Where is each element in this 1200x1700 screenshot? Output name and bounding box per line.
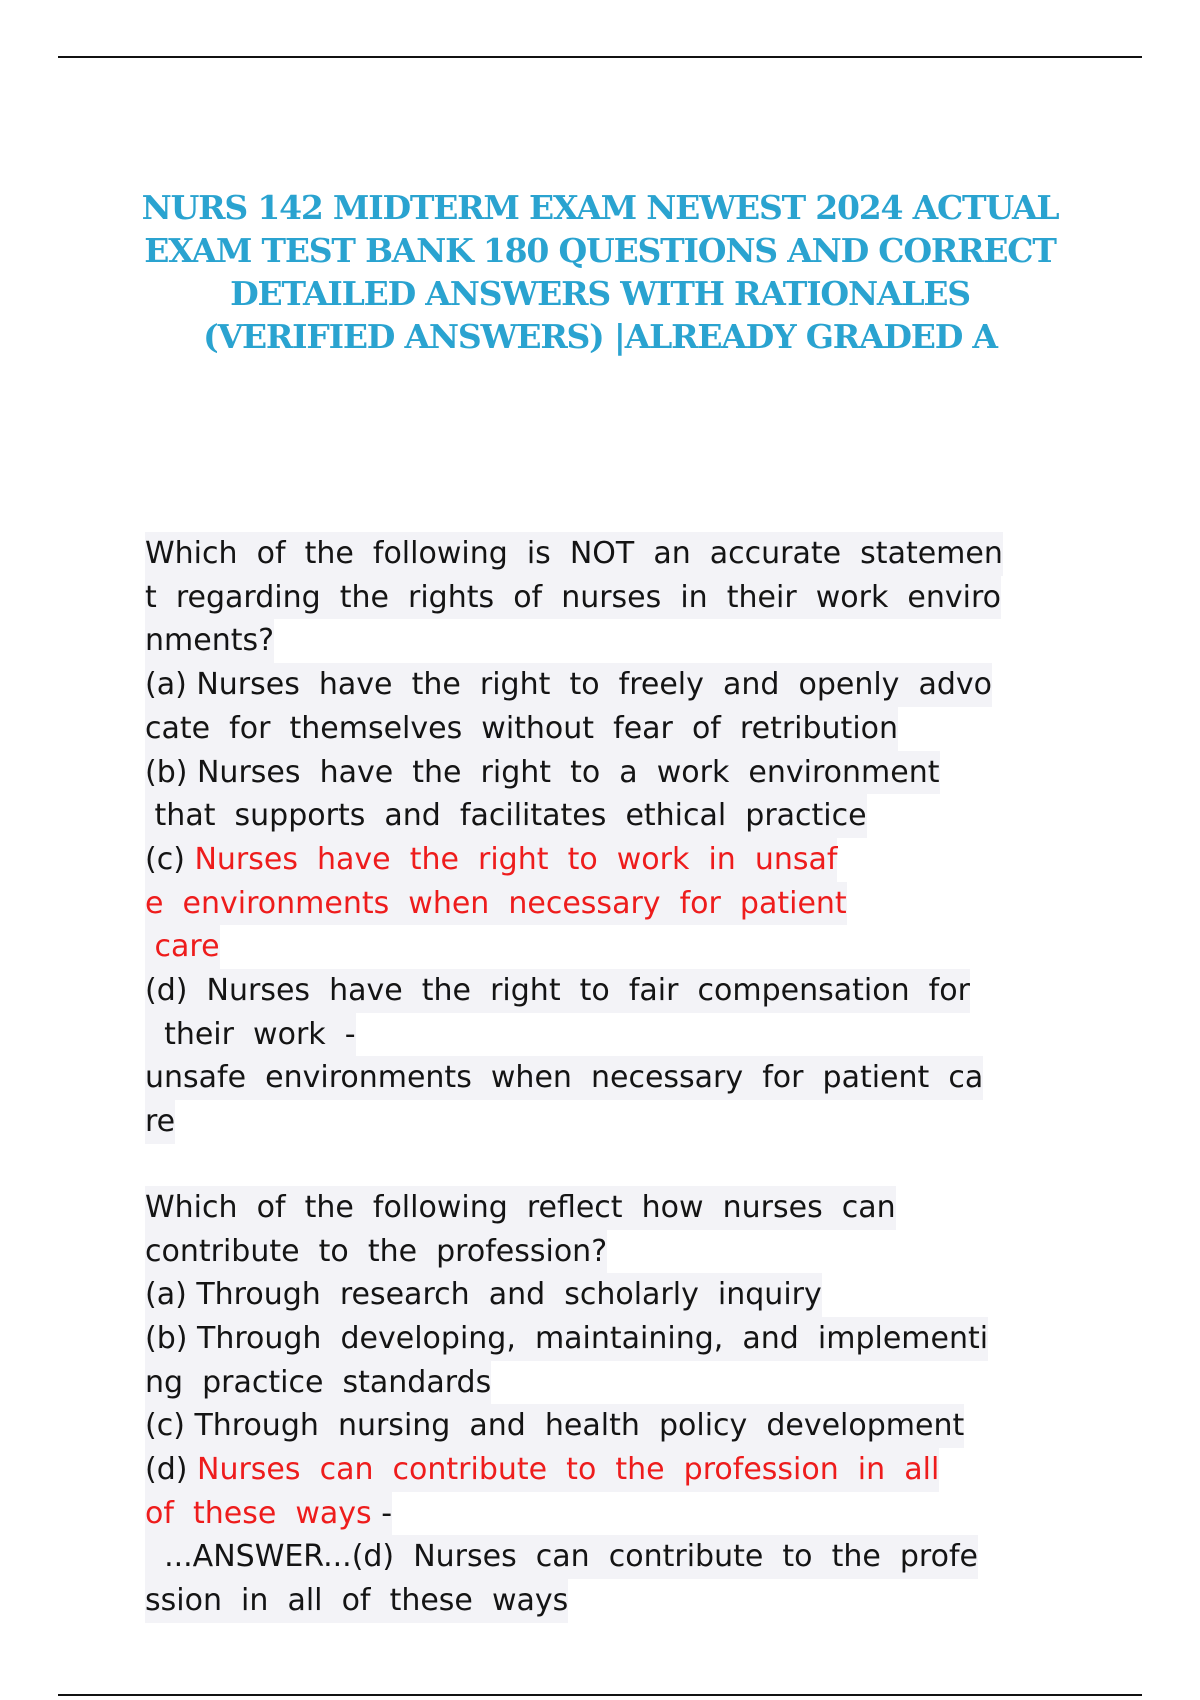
question-stem-line: Which of the following is NOT an accurate statemen — [145, 532, 1003, 576]
option-b-line: (b) Nurses have the right to a work environment — [145, 751, 940, 795]
correct-option-text: Nurses have the right to work in unsaf — [194, 841, 838, 877]
option-a-line: (a) Through research and scholarly inquiry — [145, 1273, 822, 1317]
correct-option-text: Nurses can contribute to the profession in all — [197, 1452, 940, 1488]
option-d-line: (d) Nurses have the right to fair compensation for — [145, 969, 970, 1013]
document-title — [120, 186, 1080, 358]
title-line: DETAILED ANSWERS WITH RATIONALES — [230, 274, 970, 313]
question-stem-line: Which of the following reflect how nurses can — [145, 1186, 896, 1230]
option-b-line: ng practice standards — [145, 1361, 491, 1405]
top-rule — [58, 56, 1142, 58]
option-c-line: (c) Through nursing and health policy development — [145, 1404, 964, 1448]
option-c-line — [145, 838, 837, 882]
bottom-rule — [58, 1694, 1142, 1696]
question-2 — [145, 1186, 1085, 1623]
answer-line: unsafe environments when necessary for patient ca — [145, 1056, 983, 1100]
option-d-line — [145, 1492, 392, 1536]
correct-option-text: e environments when necessary for patient — [145, 882, 847, 926]
answer-line: ssion in all of these ways — [145, 1579, 568, 1623]
answer-line: ...ANSWER...(d) Nurses can contribute to the profe — [145, 1535, 978, 1579]
option-d-line — [145, 1448, 939, 1492]
document-body — [145, 532, 1085, 1623]
option-d-line: their work - — [145, 1013, 356, 1057]
option-b-line: (b) Through developing, maintaining, and implementi — [145, 1317, 988, 1361]
title-line: NURS 142 MIDTERM EXAM NEWEST 2024 ACTUAL — [141, 188, 1059, 227]
question-stem-line: t regarding the rights of nurses in their work enviro — [145, 576, 1001, 620]
option-a-line: cate for themselves without fear of retribution — [145, 707, 898, 751]
option-c-label: (c) — [145, 841, 195, 877]
correct-option-text: care — [145, 925, 220, 969]
option-d-label: (d) — [145, 1452, 197, 1488]
question-1 — [145, 532, 1085, 1144]
option-a-line: (a) Nurses have the right to freely and openly advo — [145, 663, 992, 707]
question-spacer — [145, 1144, 1085, 1186]
answer-line: re — [145, 1100, 175, 1144]
question-stem-line: contribute to the profession? — [145, 1230, 607, 1274]
correct-option-text: of these ways — [145, 1495, 372, 1531]
title-line: EXAM TEST BANK 180 QUESTIONS AND CORRECT — [144, 231, 1056, 270]
question-stem-line: nments? — [145, 619, 274, 663]
option-d-suffix: - — [371, 1495, 393, 1531]
title-line: (VERIFIED ANSWERS) |ALREADY GRADED A — [203, 317, 997, 356]
option-b-line: that supports and facilitates ethical practice — [145, 794, 867, 838]
